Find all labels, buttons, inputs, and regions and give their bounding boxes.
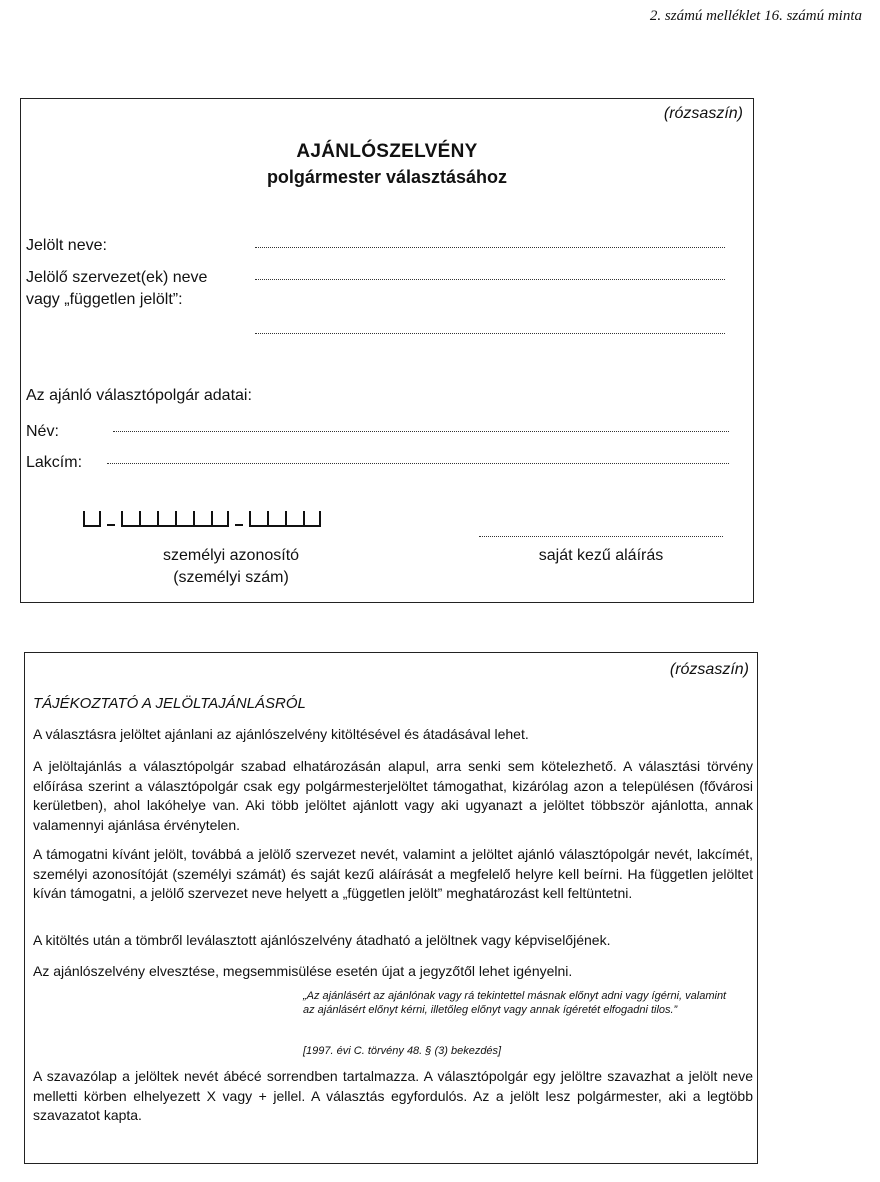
personal-id-caption-line1: személyi azonosító: [162, 547, 300, 564]
info-paragraph-2: A jelöltajánlás a választópolgár szabad elhatározásán alapul, arra senki sem kötelezhető. A választási törvény előírása szerint a választópolgár csak egy polgármesterjelöltet támogathat, kizárólag azon a településen (fővárosi kerületben), ahol lakóhelye van. Aki több jelöltet ajánlott vagy aki ugyanazt a jelöltet többször ajánlotta, annak valamennyi ajánlása érvénytelen.: [33, 758, 753, 833]
signature-caption: saját kezű aláírás: [538, 547, 664, 564]
nomination-information-box: [24, 652, 758, 1164]
personal-id-cell[interactable]: [193, 511, 211, 527]
info-paragraph-1: A választásra jelöltet ajánlani az ajánlószelvény kitöltésével és átadásával lehet.: [33, 726, 529, 742]
info-paragraph-5: Az ajánlószelvény elvesztése, megsemmisülése esetén újat a jegyzőtől lehet igényelni.: [33, 963, 573, 979]
nomination-slip-form: [20, 98, 754, 603]
nominator-section-label: Az ajánló választópolgár adatai:: [26, 387, 252, 404]
personal-id-separator: [107, 524, 115, 526]
nominating-org-field-2[interactable]: [255, 333, 725, 334]
form-subtitle: polgármester választásához: [266, 167, 508, 187]
name-field[interactable]: [113, 431, 729, 432]
personal-id-cell[interactable]: [175, 511, 193, 527]
personal-id-group-2[interactable]: [121, 511, 229, 527]
candidate-name-field[interactable]: [255, 247, 725, 248]
personal-id-boxes[interactable]: [83, 511, 321, 527]
personal-id-cell[interactable]: [121, 511, 139, 527]
personal-id-cell[interactable]: [249, 511, 267, 527]
info-heading: TÁJÉKOZTATÓ A JELÖLTAJÁNLÁSRÓL: [33, 695, 306, 712]
personal-id-group-3[interactable]: [249, 511, 321, 527]
personal-id-cell[interactable]: [157, 511, 175, 527]
form-title: AJÁNLÓSZELVÉNY: [296, 141, 478, 162]
annex-reference: 2. számú melléklet 16. számú minta: [649, 8, 862, 24]
personal-id-cell[interactable]: [139, 511, 157, 527]
address-label: Lakcím:: [26, 454, 83, 471]
nominating-org-field-1[interactable]: [255, 279, 725, 280]
info-color-tag: (rózsaszín): [669, 661, 749, 678]
address-field[interactable]: [107, 463, 729, 464]
personal-id-cell[interactable]: [83, 511, 101, 527]
personal-id-group-1[interactable]: [83, 511, 101, 527]
nominating-org-label-line1: Jelölő szervezet(ek) neve: [26, 269, 208, 286]
personal-id-separator: [235, 524, 243, 526]
info-paragraph-4: A kitöltés után a tömbről leválasztott ajánlószelvény átadható a jelöltnek vagy képviselőjének.: [33, 932, 611, 948]
nominating-org-label-line2: vagy „független jelölt”:: [26, 291, 183, 308]
form-color-tag: (rózsaszín): [663, 105, 743, 122]
info-paragraph-6: A szavazólap a jelöltek nevét ábécé sorrendben tartalmazza. A választópolgár egy jelöltre szavazhat a jelölt neve melletti körben elhelyezett X vagy + jellel. A választás egyfordulós. Az a jelölt lesz polgármester, aki a legtöbb szavazatot kapta.: [33, 1068, 753, 1123]
personal-id-cell[interactable]: [211, 511, 229, 527]
personal-id-cell[interactable]: [285, 511, 303, 527]
name-label: Név:: [26, 423, 59, 440]
signature-field[interactable]: [479, 536, 723, 537]
personal-id-cell[interactable]: [303, 511, 321, 527]
candidate-name-label: Jelölt neve:: [26, 237, 107, 254]
personal-id-cell[interactable]: [267, 511, 285, 527]
info-paragraph-3: A támogatni kívánt jelölt, továbbá a jelölő szervezet nevét, valamint a jelöltet ajánló választópolgár nevét, lakcímét, személyi azonosítóját (személyi számát) és saját kezű aláírását a megfelelő helyre kell beírni. Ha független jelöltet kíván támogatni, a jelölő szervezet neve helyett a „független jelölt” meghatározást kell feltüntetni.: [33, 846, 753, 901]
legal-quote: „Az ajánlásért az ajánlónak vagy rá tekintettel másnak előnyt adni vagy ígérni, valamint az ajánlásért előnyt kérni, illetőleg előnyt vagy annak ígéretét elfogadni tilos.”: [303, 990, 727, 1016]
legal-quote-citation: [1997. évi C. törvény 48. § (3) bekezdés]: [303, 1045, 502, 1057]
personal-id-caption-line2: (személyi szám): [173, 569, 289, 586]
